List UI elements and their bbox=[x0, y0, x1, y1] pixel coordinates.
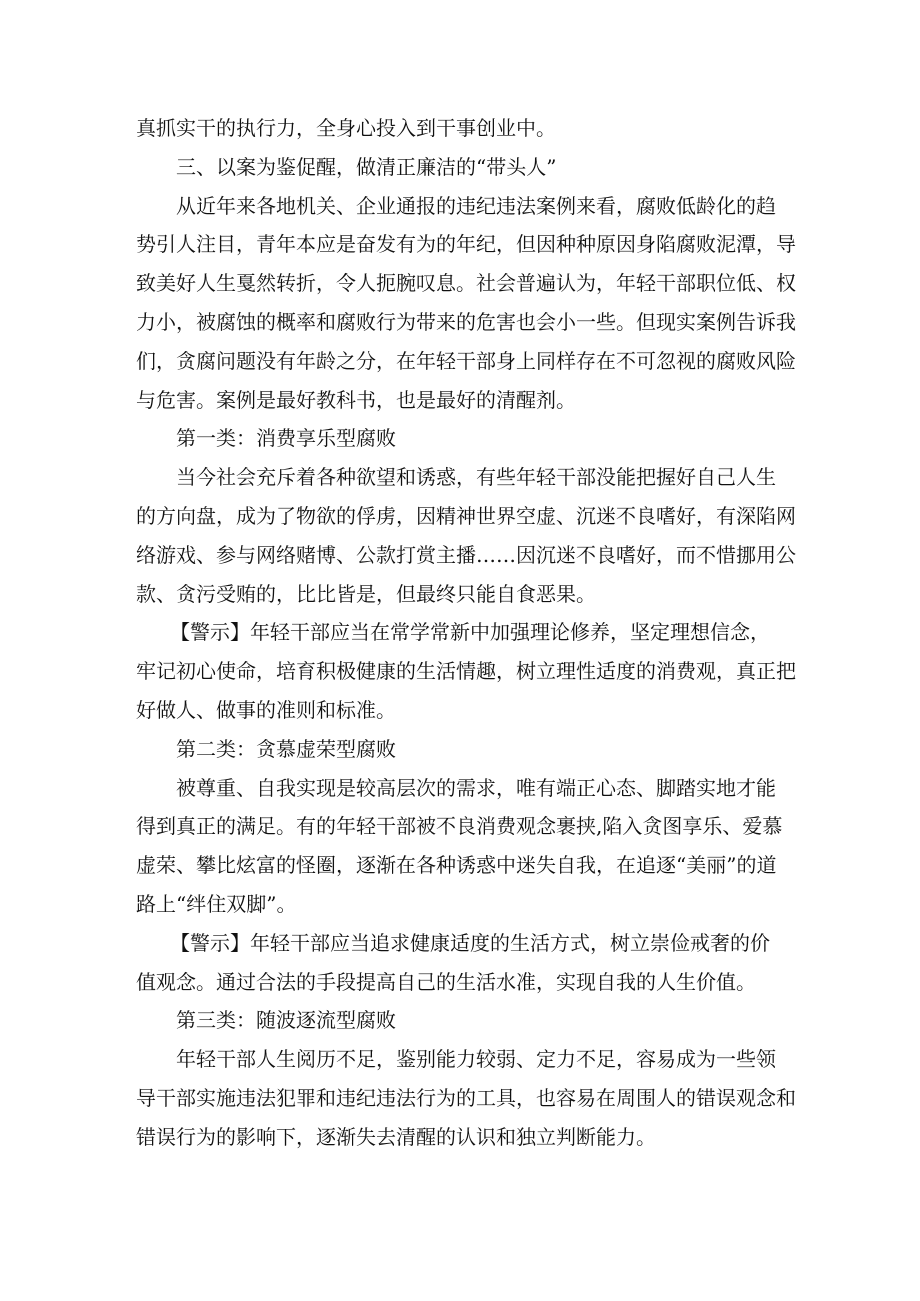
text-line: 的方向盘，成为了物欲的俘虏，因精神世界空虚、沉迷不良嗜好，有深陷网 bbox=[136, 503, 796, 528]
warning-paragraph bbox=[136, 924, 796, 1002]
text-line: 势引人注目，青年本应是奋发有为的年纪，但因种种原因身陷腐败泥潭，导 bbox=[136, 232, 796, 257]
category-heading bbox=[136, 419, 796, 458]
text-line: 年轻干部人生阅历不足，鉴别能力较弱、定力不足，容易成为一些领 bbox=[176, 1047, 776, 1072]
text-line: 被尊重、自我实现是较高层次的需求，唯有端正心态、脚踏实地才能 bbox=[176, 775, 776, 800]
text-line: 牢记初心使命，培育积极健康的生活情趣，树立理性适度的消费观，真正把 bbox=[136, 659, 796, 684]
text-line: 致美好人生戛然转折，令人扼腕叹息。社会普遍认为，年轻干部职位低、权 bbox=[136, 271, 796, 296]
section-heading bbox=[136, 148, 796, 187]
text-line: 络游戏、参与网络赌博、公款打赏主播……因沉迷不良嗜好，而不惜挪用公 bbox=[136, 542, 796, 567]
text-line: 第二类：贪慕虚荣型腐败 bbox=[176, 736, 396, 761]
body-paragraph bbox=[136, 769, 796, 924]
text-line: 们，贪腐问题没有年龄之分，在年轻干部身上同样存在不可忽视的腐败风险 bbox=[136, 348, 796, 373]
text-line: 第一类：消费享乐型腐败 bbox=[176, 426, 396, 451]
text-line: 三、以案为鉴促醒，做清正廉洁的“带头人” bbox=[176, 154, 557, 179]
text-line: 得到真正的满足。有的年轻干部被不良消费观念裹挟,陷入贪图享乐、爱慕 bbox=[136, 814, 783, 839]
text-line: 虚荣、攀比炫富的怪圈，逐渐在各种诱惑中迷失自我，在追逐“美丽”的道 bbox=[136, 853, 777, 878]
text-line: 真抓实干的执行力，全身心投入到干事创业中。 bbox=[136, 116, 556, 140]
text-line: 第三类：随波逐流型腐败 bbox=[176, 1008, 396, 1033]
paragraph-continuation bbox=[136, 109, 796, 148]
text-line: 【警示】年轻干部应当在常学常新中加强理论修养，坚定理想信念， bbox=[170, 620, 770, 645]
text-line: 从近年来各地机关、企业通报的违纪违法案例来看，腐败低龄化的趋 bbox=[176, 193, 776, 218]
text-line: 路上“绊住双脚”。 bbox=[136, 891, 297, 916]
body-paragraph bbox=[136, 187, 796, 420]
body-paragraph bbox=[136, 1040, 796, 1156]
text-line: 款、贪污受贿的，比比皆是，但最终只能自食恶果。 bbox=[136, 581, 596, 606]
text-line: 值观念。通过合法的手段提高自己的生活水准，实现自我的人生价值。 bbox=[136, 969, 756, 994]
text-line: 力小，被腐蚀的概率和腐败行为带来的危害也会小一些。但现实案例告诉我 bbox=[136, 309, 796, 334]
text-line: 错误行为的影响下，逐渐失去清醒的认识和独立判断能力。 bbox=[136, 1124, 656, 1149]
text-line: 与危害。案例是最好教科书，也是最好的清醒剂。 bbox=[136, 387, 576, 412]
category-heading bbox=[136, 730, 796, 769]
document-body bbox=[136, 109, 796, 1157]
warning-paragraph bbox=[136, 613, 796, 729]
text-line: 好做人、做事的准则和标准。 bbox=[136, 697, 396, 722]
text-line: 当今社会充斥着各种欲望和诱惑，有些年轻干部没能把握好自己人生 bbox=[176, 465, 776, 490]
text-line: 导干部实施违法犯罪和违纪违法行为的工具，也容易在周围人的错误观念和 bbox=[136, 1085, 796, 1110]
text-line: 【警示】年轻干部应当追求健康适度的生活方式，树立崇俭戒奢的价 bbox=[170, 930, 770, 955]
body-paragraph bbox=[136, 458, 796, 613]
category-heading bbox=[136, 1001, 796, 1040]
